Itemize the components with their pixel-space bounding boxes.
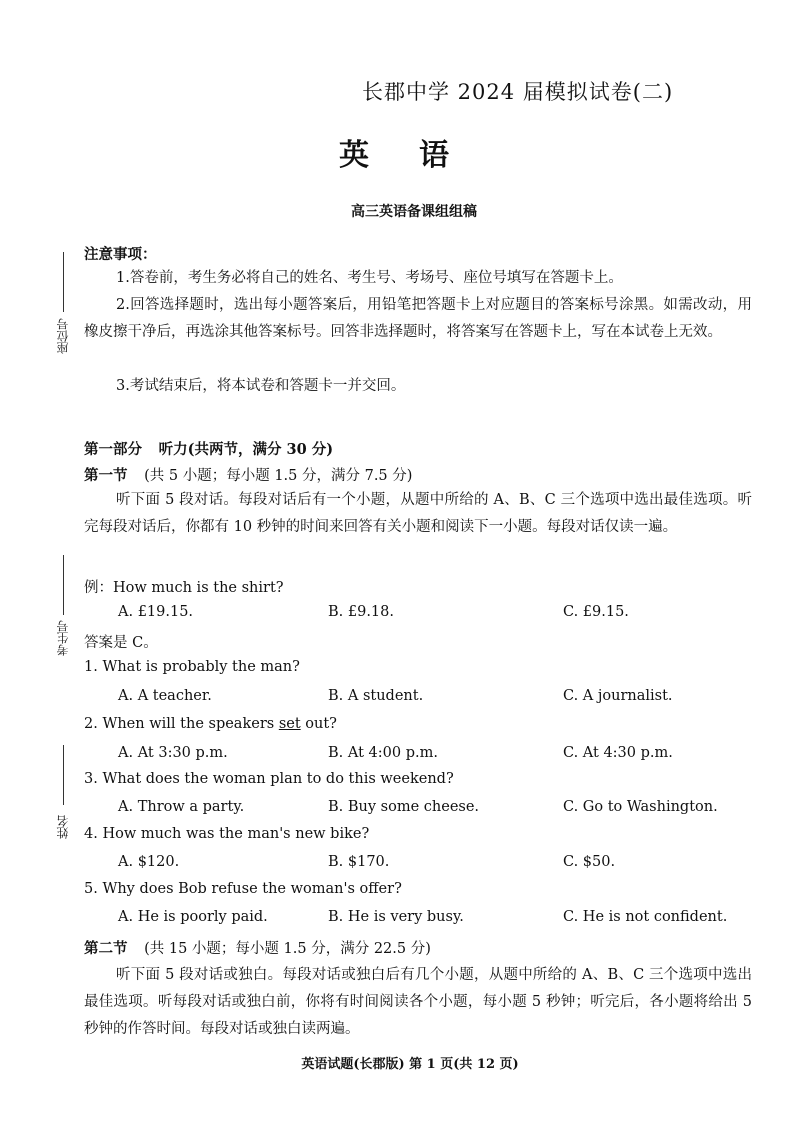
q2-option-a: A. At 3:30 p.m.: [118, 745, 228, 761]
part1-title-rest: 听力(共两节，满分 30 分): [158, 441, 334, 458]
section1-title: 第一节: [84, 467, 128, 484]
seat-label: 座位号: [56, 318, 70, 354]
name-label: 姓名: [56, 815, 70, 839]
example-option-c: C. £9.15.: [563, 604, 629, 620]
notice-item-3: 3.考试结束后，将本试卷和答题卡一并交回。: [116, 378, 406, 394]
page-footer: 英语试题(长郡版) 第 1 页(共 12 页): [301, 1057, 519, 1072]
q2-option-b: B. At 4:00 p.m.: [328, 745, 438, 761]
section1-heading: [84, 464, 412, 485]
seat-line: [63, 252, 64, 312]
question-2: [84, 716, 337, 732]
q4-option-b: B. $170.: [328, 854, 390, 870]
example-option-b: B. £9.18.: [328, 604, 394, 620]
example-option-a: A. £19.15.: [118, 604, 194, 620]
question-5: 5. Why does Bob refuse the woman's offer?: [84, 881, 402, 897]
exam-title: 长郡中学 2024 届模拟试卷(二): [362, 80, 674, 104]
section1-info: (共 5 小题；每小题 1.5 分，满分 7.5 分): [144, 468, 413, 484]
q3-option-c: C. Go to Washington.: [563, 799, 718, 815]
section2-title: 第二节: [84, 940, 128, 957]
q4-option-a: A. $120.: [118, 854, 180, 870]
q5-option-c: C. He is not confident.: [563, 909, 728, 925]
q1-option-b: B. A student.: [328, 688, 424, 704]
example-question: 例：How much is the shirt?: [84, 580, 284, 596]
notice-item-1: 1.答卷前，考生务必将自己的姓名、考生号、考场号、座位号填写在答题卡上。: [116, 270, 623, 286]
part1-title: 第一部分: [84, 441, 142, 458]
compiler-line: 高三英语备课组组稿: [351, 204, 477, 220]
section2-info: (共 15 小题；每小题 1.5 分，满分 22.5 分): [144, 941, 431, 957]
name-line: [63, 745, 64, 805]
q1-option-c: C. A journalist.: [563, 688, 673, 704]
q5-option-b: B. He is very busy.: [328, 909, 464, 925]
question-1: 1. What is probably the man?: [84, 659, 300, 675]
q2-text-underlined: set: [278, 716, 301, 732]
notice-item-2: 2.回答选择题时，选出每小题答案后，用铅笔把答题卡上对应题目的答案标号涂黑。如需改动，用橡皮擦干净后，再选涂其他答案标号。回答非选择题时，将答案写在答题卡上，写在本试卷上无效。: [84, 297, 752, 340]
subject-title: 英语: [339, 138, 499, 173]
q5-option-a: A. He is poorly paid.: [118, 909, 268, 925]
q4-option-c: C. $50.: [563, 854, 616, 870]
section2-intro: 听下面 5 段对话或独白。每段对话或独白后有几个小题，从题中所给的 A、B、C 三个选项中选出最佳选项。听每段对话或独白前，你将有时间阅读各个小题，每小题 5 秒钟；听完后，各小题将给出 5 秒钟的作答时间。每段对话或独白读两遍。: [84, 967, 752, 1037]
section1-intro: 听下面 5 段对话。每段对话后有一个小题，从题中所给的 A、B、C 三个选项中选出最佳选项。听完每段对话后，你都有 10 秒钟的时间来回答有关小题和阅读下一小题。每段对话仅读一遍。: [84, 492, 752, 535]
exam-no-label: 考生号: [56, 620, 70, 656]
q1-option-a: A. A teacher.: [118, 688, 212, 704]
question-4: 4. How much was the man's new bike?: [84, 826, 370, 842]
q2-option-c: C. At 4:30 p.m.: [563, 745, 673, 761]
question-3: 3. What does the woman plan to do this weekend?: [84, 771, 454, 787]
section2-heading: [84, 937, 431, 958]
part1-heading: [84, 438, 333, 459]
notice-heading: 注意事项：: [84, 246, 157, 263]
q2-text-pre: 2. When will the speakers: [84, 716, 279, 732]
example-answer: 答案是 C。: [84, 635, 158, 651]
exam-no-line: [63, 555, 64, 615]
q3-option-a: A. Throw a party.: [118, 799, 245, 815]
q3-option-b: B. Buy some cheese.: [328, 799, 480, 815]
q2-text-post: out?: [300, 716, 337, 732]
